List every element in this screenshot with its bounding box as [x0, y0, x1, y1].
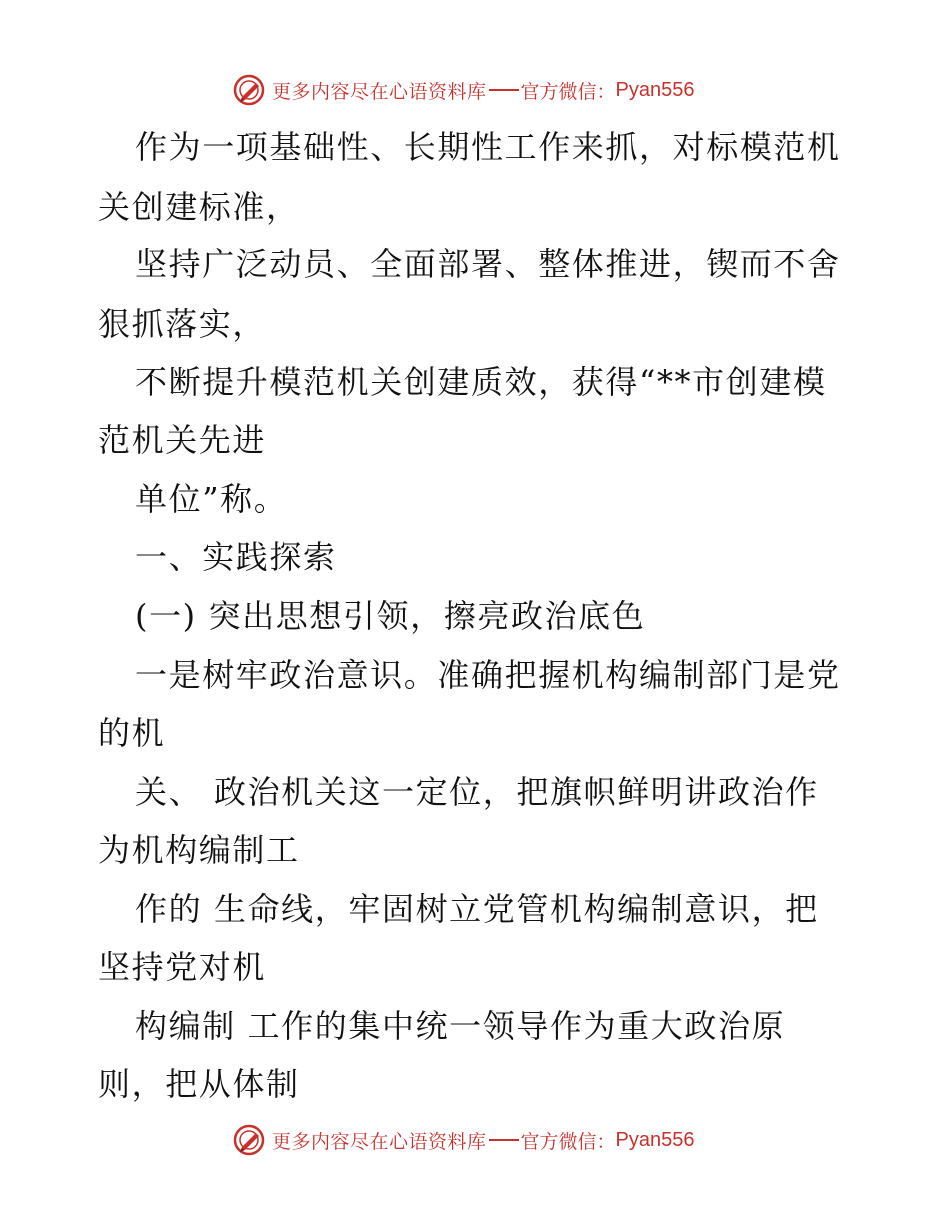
- body-line: 则，把从体制: [98, 1065, 300, 1103]
- header-banner: [232, 70, 695, 110]
- body-line: 单位”称。: [135, 480, 288, 518]
- banner-dash: [489, 89, 519, 91]
- pen-logo-icon: [232, 1123, 266, 1157]
- body-line: 关、 政治机关这一定位，把旗帜鲜明讲政治作: [135, 773, 819, 811]
- banner-wechat-label: 官方微信：: [520, 80, 616, 103]
- body-line: 坚持广泛动员、全面部署、整体推进，锲而不舍: [135, 245, 841, 283]
- body-line: 关创建标准，: [98, 188, 300, 226]
- section-heading: 一、实践探索: [135, 538, 337, 576]
- banner-wechat-id: Pyan556: [615, 78, 695, 101]
- banner-wechat-label: 官方微信：: [520, 1130, 616, 1153]
- banner-text: 更多内容尽在心语资料库: [272, 80, 487, 103]
- pen-logo-icon: [232, 73, 266, 107]
- body-line: 的机: [98, 714, 166, 752]
- footer-banner: [232, 1120, 695, 1160]
- banner-dash: [489, 1139, 519, 1141]
- body-line: 一是树牢政治意识。准确把握机构编制部门是党: [135, 656, 841, 694]
- banner-text: 更多内容尽在心语资料库: [272, 1130, 487, 1153]
- body-line: 不断提升模范机关创建质效，获得“**市创建模: [135, 363, 827, 401]
- body-line: 为机构编制工: [98, 831, 300, 869]
- body-line: 作为一项基础性、长期性工作来抓，对标模范机: [135, 128, 841, 166]
- banner-wechat-id: Pyan556: [615, 1128, 695, 1151]
- body-line: 坚持党对机: [98, 948, 267, 986]
- body-line: 构编制 工作的集中统一领导作为重大政治原: [135, 1007, 786, 1045]
- subsection-heading: (一) 突出思想引领，擦亮政治底色: [135, 597, 646, 635]
- body-line: 范机关先进: [98, 421, 267, 459]
- body-line: 作的 生命线，牢固树立党管机构编制意识，把: [135, 890, 819, 928]
- body-line: 狠抓落实，: [98, 305, 267, 343]
